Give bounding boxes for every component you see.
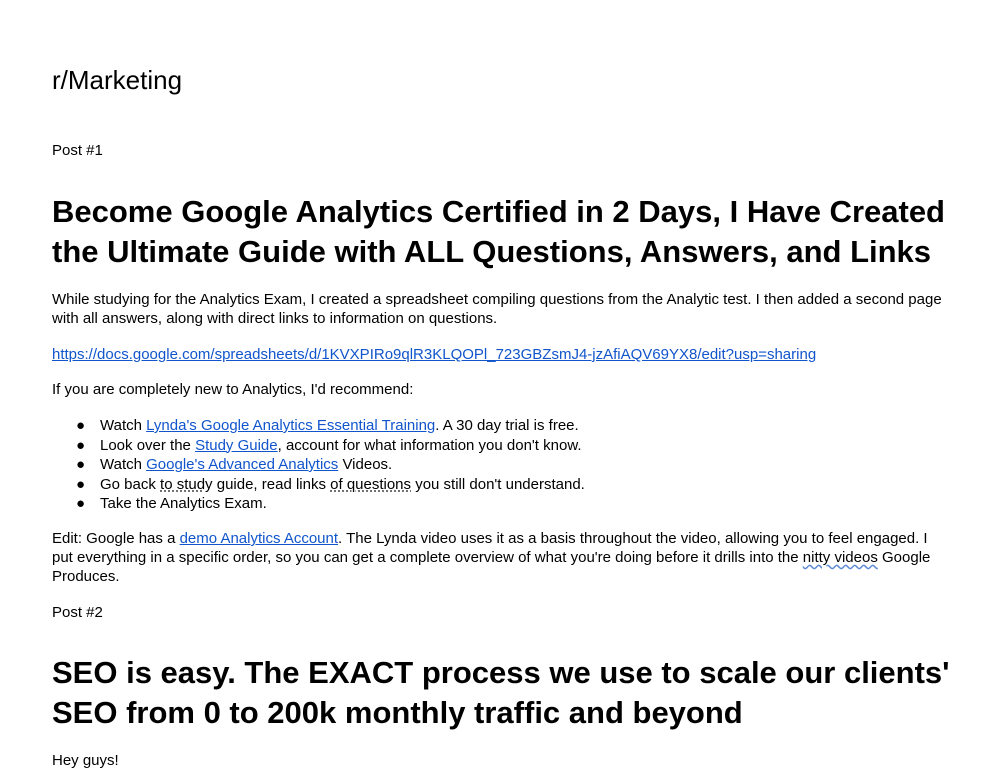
spelling-flag[interactable]: nitty videos [802, 549, 878, 566]
step-text: Look over the [100, 436, 196, 454]
steps-list [52, 416, 585, 514]
step-text: you still don't understand. [411, 475, 585, 493]
bullet-icon: ● [76, 417, 86, 434]
post-1-sheet-link-line [52, 345, 942, 364]
post-1-recommend: If you are completely new to Analytics, I'd recommend: [52, 381, 414, 398]
step-text: guide, read links [212, 475, 331, 493]
spreadsheet-link[interactable]: https://docs.google.com/spreadsheets/d/1KVXPIRo9qlR3KLQOPl_723GBZsmJ4-jzAfiAQV69YX8/edit?usp=sharing [52, 346, 817, 363]
grammar-flag[interactable]: of questions [330, 475, 412, 493]
post-2-greeting: Hey guys! [52, 752, 119, 769]
edit-text: Edit: Google has a [52, 530, 180, 547]
step-text: Take the Analytics Exam. [100, 495, 267, 512]
study-guide-link[interactable]: Study Guide [195, 436, 278, 454]
post-1-label: Post #1 [52, 142, 103, 159]
list-item [52, 455, 585, 475]
bullet-icon: ● [76, 436, 86, 454]
post-2-title: SEO is easy. The EXACT process we use to scale our clients' SEO from 0 to 200k monthly traffic and beyond [52, 655, 950, 730]
bullet-icon: ● [76, 495, 86, 512]
advanced-analytics-link[interactable]: Google's Advanced Analytics [146, 456, 339, 473]
step-text: Go back [100, 475, 161, 493]
bullet-icon: ● [76, 475, 86, 493]
lynda-training-link[interactable]: Lynda's Google Analytics Essential Training [146, 417, 436, 434]
subreddit-heading: r/Marketing [52, 65, 183, 95]
list-item [52, 475, 585, 495]
post-2-label: Post #2 [52, 604, 103, 621]
post-1-title: Become Google Analytics Certified in 2 Days, I Have Created the Ultimate Guide with ALL Questions, Answers, and Links [52, 194, 945, 269]
edit-text: . The Lynda video uses it as a basis throughout the video, allowing you to feel engaged. I put everything in a specific order, so you can get a complete overview of what you're doing before it drills into the [52, 530, 928, 566]
post-1-edit [52, 529, 942, 586]
grammar-flag[interactable]: to study [160, 475, 213, 493]
list-item [52, 494, 585, 514]
step-text: Watch [100, 456, 147, 473]
list-item [52, 436, 585, 456]
bullet-icon: ● [76, 456, 86, 473]
step-text: Watch [100, 417, 147, 434]
step-text: Videos. [338, 456, 393, 473]
step-text: . A 30 day trial is free. [435, 417, 579, 434]
step-text: , account for what information you don't know. [277, 436, 582, 454]
list-item [52, 416, 585, 436]
post-1-intro: While studying for the Analytics Exam, I created a spreadsheet compiling questions from the Analytic test. I then added a second page with all answers, along with direct links to information on questions. [52, 291, 942, 327]
demo-account-link[interactable]: demo Analytics Account [179, 530, 339, 547]
edit-text: Google Produces. [52, 549, 931, 585]
